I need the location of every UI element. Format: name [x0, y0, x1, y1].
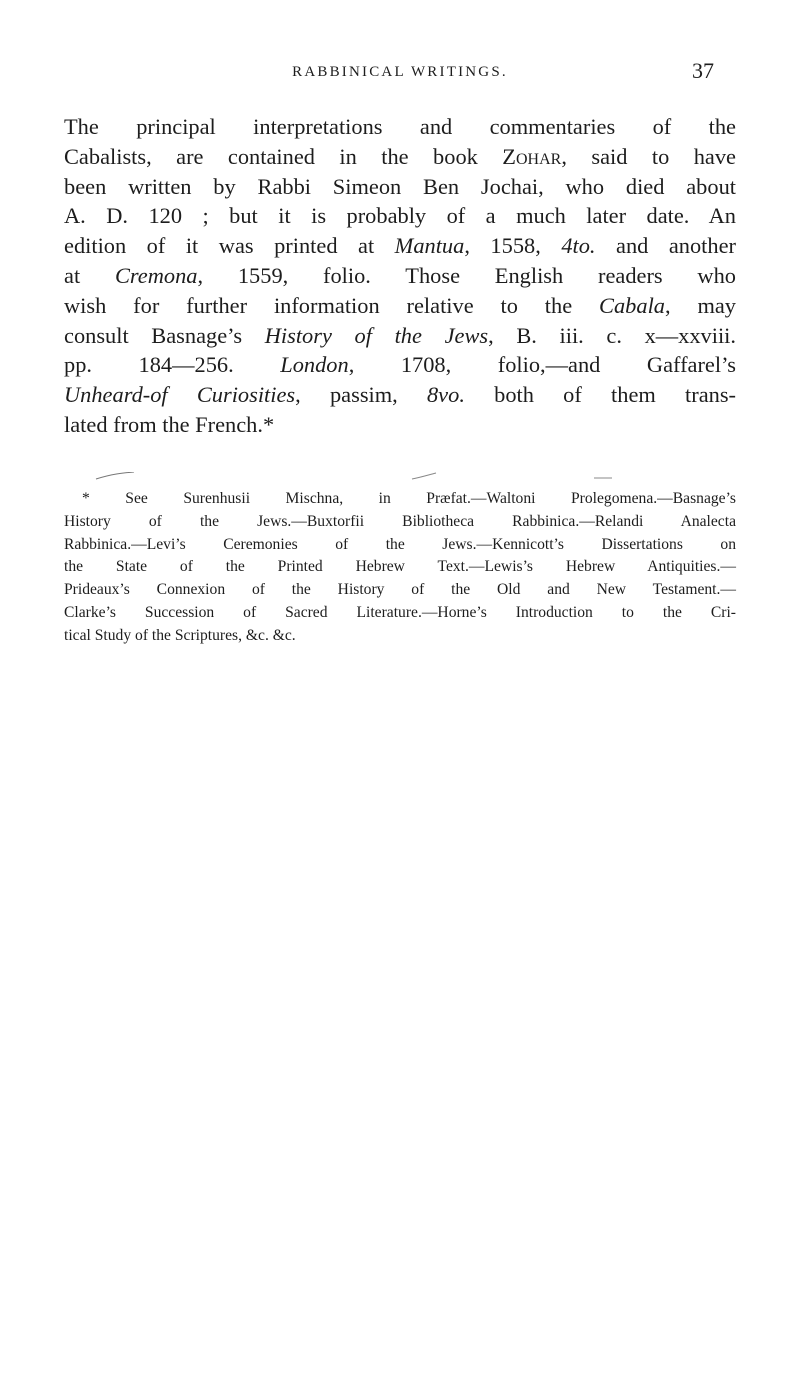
footnote-line: tical Study of the Scriptures, &c. &c.: [64, 626, 296, 644]
page-number: 37: [692, 58, 714, 83]
paragraph-line: at Cremona, 1559, folio. Those English readers who: [64, 262, 736, 288]
footnote-line: * See Surenhusii Mischna, in Præfat.—Waltoni Prolegomena.—Basnage’s: [82, 490, 736, 507]
main-paragraph: [64, 112, 736, 440]
paragraph-line: pp. 184—256. London, 1708, folio,—and Gaffarel’s: [64, 352, 737, 378]
footnote-line: Clarke’s Succession of Sacred Literature.—Horne’s Introduction to the Cri-: [64, 603, 736, 621]
term-cabala: Cabala: [599, 292, 665, 318]
paragraph-line: Cabalists, are contained in the book Zohar, said to have: [64, 143, 736, 169]
footnote-line: Rabbinica.—Levi’s Ceremonies of the Jews.—Kennicott’s Dissertations on: [64, 535, 736, 553]
format-4to: 4to.: [561, 233, 596, 259]
format-8vo: 8vo.: [426, 382, 465, 408]
work-title-unheard-of-curiosities: Unheard-of Curiosities: [64, 382, 296, 408]
running-title: RABBINICAL WRITINGS.: [292, 64, 508, 80]
place-cremona: Cremona: [114, 262, 198, 288]
paragraph-line: lated from the French.*: [64, 411, 275, 437]
place-mantua: Mantua: [394, 233, 465, 259]
footnote-line: History of the Jews.—Buxtorfii Bibliotheca Rabbinica.—Relandi Analecta: [64, 512, 736, 530]
footnote-line: Prideaux’s Connexion of the History of the Old and New Testament.—: [64, 581, 736, 599]
footnote-line: the State of the Printed Hebrew Text.—Lewis’s Hebrew Antiquities.—: [64, 558, 736, 576]
work-title-zohar: Zohar: [502, 143, 562, 169]
paragraph-line: A. D. 120 ; but it is probably of a much later date. An: [64, 203, 736, 229]
paragraph-line: Unheard-of Curiosities, passim, 8vo. both of them trans-: [64, 382, 736, 408]
place-london: London: [280, 352, 349, 378]
paragraph-line: consult Basnage’s History of the Jews, B. iii. c. x—xxviii.: [64, 322, 736, 348]
paragraph-line: edition of it was printed at Mantua, 1558, 4to. and another: [64, 233, 736, 259]
footnote: [64, 488, 736, 648]
paragraph-line: been written by Rabbi Simeon Ben Jochai, who died about: [64, 173, 736, 199]
footnote-rule-marks: [92, 472, 732, 480]
paragraph-line: The principal interpretations and commentaries of the: [64, 114, 736, 139]
paragraph-line: wish for further information relative to the Cabala, may: [64, 292, 737, 318]
work-title-history-of-the-jews: History of the Jews: [264, 322, 489, 348]
